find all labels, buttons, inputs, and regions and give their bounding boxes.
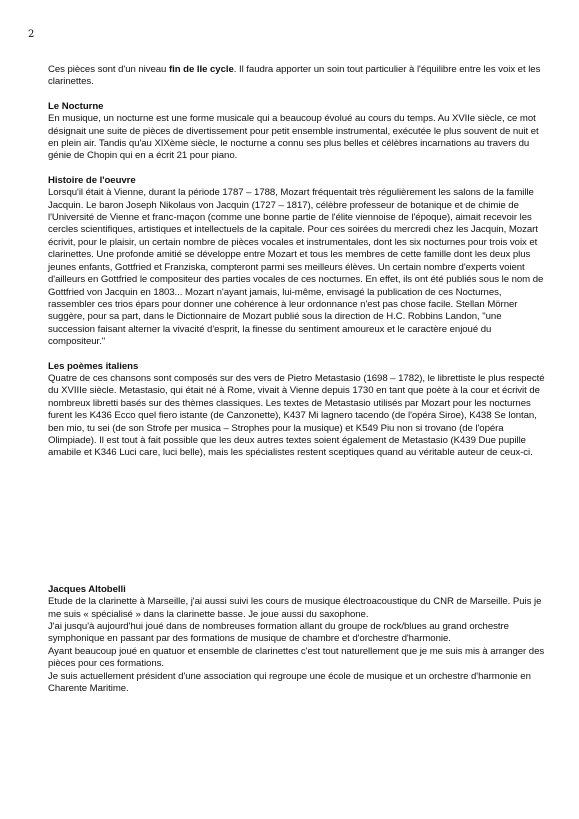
author-bio-line: J'ai jusqu'à aujourd'hui joué dans de nombreuses formation allant du groupe de rock/blues au grand orchestre symphonique en passant par des formations de musique de chambre et d'orchestre d'harmonie.	[48, 621, 509, 645]
section-heading-histoire: Histoire de l'oeuvre	[48, 174, 136, 186]
section-text-poemes: Quatre de ces chansons sont composés sur des vers de Pietro Metastasio (1698 – 1782), le librettiste le plus respecté du XVIIIe siècle. Metastasio, qui était né à Rome, vivait à Vienne depuis 1730 en tant que poète à la cour et écrivit de nombreux libretti basés sur des thèmes classiques. Les textes de Metastasio utilisés par Mozart pour les nocturnes furent les K436 Ecco quel fiero istante (de Canzonette), K437 Mi lagnero tacendo (de l'opéra Siroe), K438 Se lontan, ben mio, tu sei (de son Strofe per musica – Strophes pour la musique) et K549 Piu non si trovano (de l'opéra Olimpiade). Il est tout à fait possible que les deux autres textes soient également de Metastasio (K439 Due pupille amabile et K346 Luci care, luci belle), mais les spécialistes restent sceptiques quand au véritable auteur de ceux-ci.	[48, 372, 545, 459]
intro-paragraph	[48, 64, 548, 89]
intro-text-before: Ces pièces sont d'un niveau	[48, 64, 169, 75]
author-bio-line: Je suis actuellement président d'une association qui regroupe une école de musique et un orchestre d'harmonie en Charente Maritime.	[48, 670, 531, 695]
section-poemes	[48, 361, 548, 460]
intro-text-after: . Il faudra apporter un soin tout particulier à l'équilibre entre les voix et les clarinettes.	[48, 64, 541, 88]
intro-level-emphasis: fin de IIe cycle	[168, 64, 234, 75]
author-name-heading: Jacques Altobelli	[48, 583, 126, 595]
author-bio-line: Etude de la clarinette à Marseille, j'ai aussi suivi les cours de musique électroacoustique du CNR de Marseille. Puis je me suis « spécialisé » dans la clarinette basse. Je joue aussi du saxophone.	[48, 596, 542, 620]
section-histoire	[48, 175, 548, 349]
author-bio-line: Ayant beaucoup joué en quatuor et ensemble de clarinettes c'est tout naturellement que je me suis mis à arranger des pièces pour ces formations.	[48, 645, 545, 670]
section-text-nocturne: En musique, un nocturne est une forme musicale qui a beaucoup évolué au cours du temps. Au XVIIe siècle, ce mot désignait une suite de pièces de divertissement pour petit ensemble instrumental, exécutée le plus souvent de nuit et en plein air. Tandis qu'au XIXème siècle, le nocturne a connu ses plus belles et célèbres incarnations au travers du génie de Chopin qui en a écrit 21 pour piano.	[48, 113, 539, 162]
section-text-histoire: Lorsqu'il était à Vienne, durant la période 1787 – 1788, Mozart fréquentait très régulièrement les salons de la famille Jacquin. Le baron Joseph Nikolaus von Jacquin (1727 – 1817), célèbre professeur de botanique et de chimie de l'Université de Vienne et franc-maçon (comme une bonne partie de l'élite viennoise de l'époque), aimait recevoir les cercles scientifiques, artistiques et intellectuels de la capitale. Pour ces soirées du mercredi chez les Jacquin, Mozart écrivit, pour le plaisir, un certain nombre de pièces vocales et instrumentales, dont les six nocturnes pour trois voix et clarinettes. Une profonde amitié se développe entre Mozart et tous les membres de cette famille dont les deux plus jeunes enfants, Gottfried et Franziska, compteront parmi ses meilleurs élèves. Un certain nombre d'experts voient d'ailleurs en Gottfried le compositeur des parties vocales de ces nocturnes. En effet, ils ont été publiés sous le nom de Gottfried von Jacquin en 1803... Mozart n'ayant jamais, lui-même, envisagé la publication de ces Nocturnes, rassembler ces trios épars pour donner une cohérence à leur ordonnance n'est pas chose facile. Stellan Mörner suggère, pour sa part, dans le Dictionnaire de Mozart publié sous la direction de H.C. Robbins Landon, "une succession faisant alterner la vivacité d'esprit, la finesse du sentiment amoureux et le caractère enjoué du compositeur."	[48, 187, 544, 348]
document-body	[48, 64, 548, 695]
page-number: 2	[28, 29, 35, 40]
section-author-bio	[48, 584, 548, 696]
section-heading-poemes: Les poèmes italiens	[48, 360, 139, 372]
section-nocturne	[48, 101, 548, 163]
section-heading-nocturne: Le Nocturne	[48, 100, 104, 112]
